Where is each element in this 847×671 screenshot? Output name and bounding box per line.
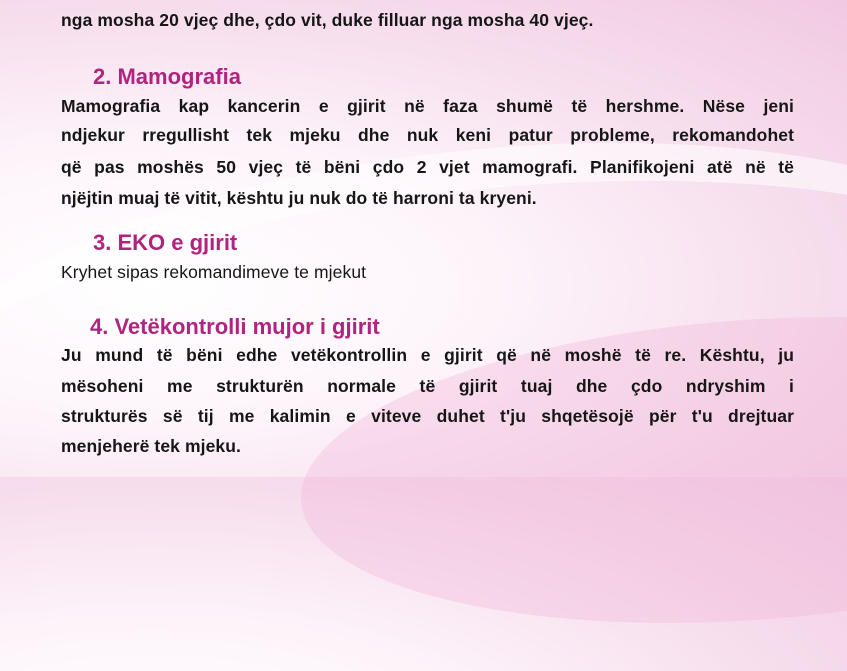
vetekontrolli-line-4: menjeherë tek mjeku.: [61, 436, 241, 456]
heading-vetekontrolli: 4. Vetëkontrolli mujor i gjirit: [90, 314, 380, 339]
mamografia-line-2: ndjekur rregullisht tek mjeku dhe nuk keni patur probleme, rekomandohet: [61, 125, 794, 145]
vetekontrolli-line-3: strukturës së tij me kalimin e viteve duhet t'ju shqetësojë për t'u drejtuar: [61, 406, 794, 426]
intro-text-line: nga mosha 20 vjeç dhe, çdo vit, duke filluar nga mosha 40 vjeç.: [61, 10, 594, 30]
mamografia-line-3: që pas moshës 50 vjeç të bëni çdo 2 vjet mamografi. Planifikojeni atë në të: [61, 157, 794, 177]
mamografia-line-1: Mamografia kap kancerin e gjirit në faza shumë të hershme. Nëse jeni: [61, 96, 794, 116]
heading-eko: 3. EKO e gjirit: [93, 230, 238, 255]
vetekontrolli-line-1: Ju mund të bëni edhe vetëkontrollin e gjirit që në moshë të re. Kështu, ju: [61, 345, 794, 365]
heading-mamografia: 2. Mamografia: [93, 64, 241, 89]
vetekontrolli-line-2: mësoheni me strukturën normale të gjirit tuaj dhe çdo ndryshim i: [61, 376, 794, 396]
mamografia-line-4: njëjtin muaj të vitit, kështu ju nuk do të harroni ta kryeni.: [61, 188, 537, 208]
eko-line-1: Kryhet sipas rekomandimeve te mjekut: [61, 262, 367, 282]
